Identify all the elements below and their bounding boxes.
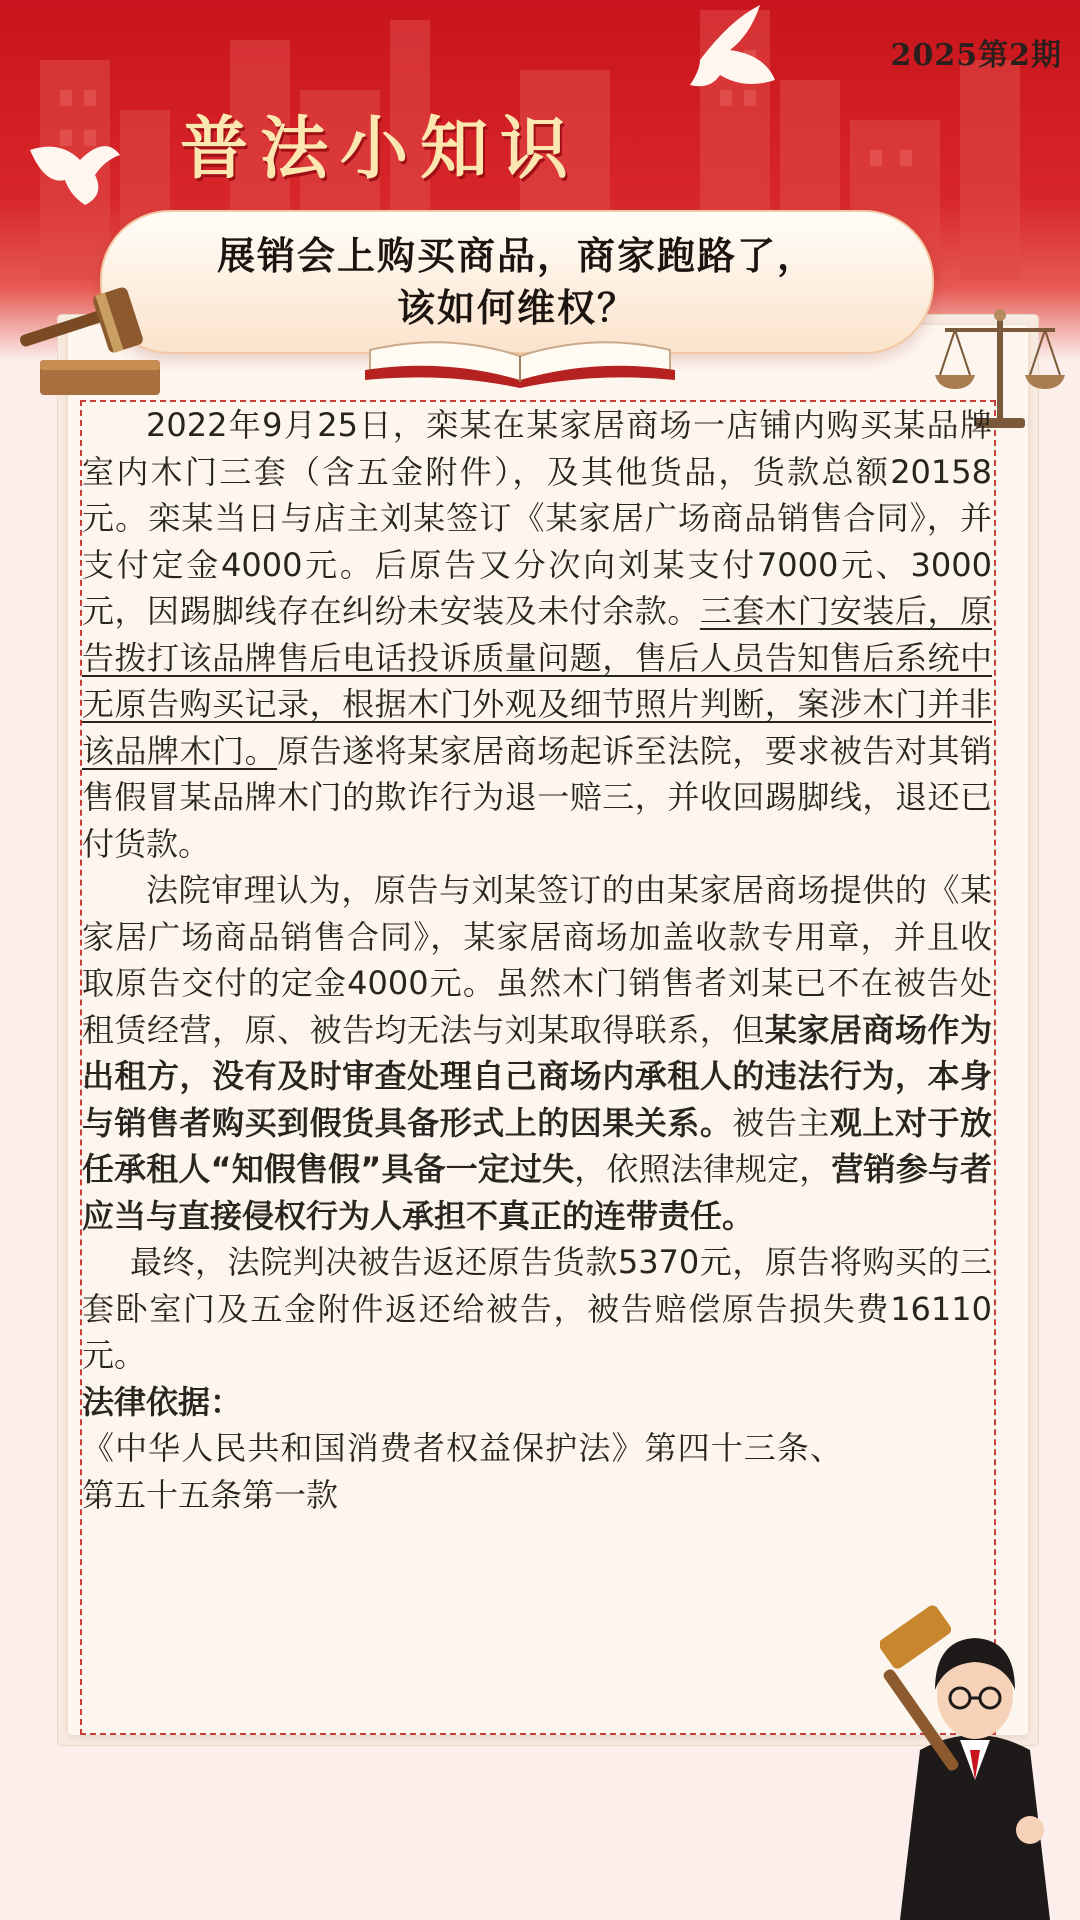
article-body <box>82 402 992 1518</box>
paragraph-2-text-3: ，依照法律规定， <box>574 1150 832 1188</box>
book-icon <box>360 330 680 390</box>
paragraph-1 <box>82 402 992 867</box>
paragraph-1-text: 2022年9月25日，栾某在某家居商场一店铺内购买某品牌室内木门三套（含五金附件），及其他货品，货款总额20158元。栾某当日与店主刘某签订《某家居广场商品销售合同》，并支付定金4000元。后原告又分次向刘某支付7000元、3000元，因踢脚线存在纠纷未安装及未付余款。 <box>82 406 992 630</box>
paragraph-1-underlined: 三套木门安装后，原告拨打该品牌售后电话投诉质量问题，售后人员告知售后系统中无原告购买记录，根据木门外观及细节照片判断，案涉木门并非该品牌木门。 <box>82 592 992 770</box>
paragraph-3: 最终，法院判决被告返还原告货款5370元，原告将购买的三套卧室门及五金附件返还给被告，被告赔偿原告损失费16110元。 <box>82 1243 992 1374</box>
law-basis-text: 《中华人民共和国消费者权益保护法》第四十三条、第五十五条第一款 <box>82 1429 842 1514</box>
issue-number: 2025第2期 <box>890 38 1062 73</box>
judge-illustration <box>880 1600 1070 1920</box>
paragraph-2 <box>82 867 992 1239</box>
brand-title: 普法小知识 <box>180 109 581 189</box>
gavel-icon <box>10 280 170 410</box>
title-line-2: 该如何维权？ <box>396 286 637 330</box>
title-line-1: 展销会上购买商品，商家跑路了， <box>216 234 817 278</box>
paragraph-1-text-end: 原告遂将某家居商场起诉至法院，要求被告对其销售假冒某品牌木门的欺诈行为退一赔三，并收回踢脚线，退还已付货款。 <box>82 731 992 863</box>
paragraph-2-text: 法院审理认为，原告与刘某签订的由某家居商场提供的《某家居广场商品销售合同》，某家居商场加盖收款专用章，并且收取原告交付的定金4000元。虽然木门销售者刘某已不在被告处租赁经营，原、被告均无法与刘某取得联系，但 <box>82 871 992 1049</box>
law-basis-label: 法律依据： <box>82 1382 243 1421</box>
paragraph-2-text-2: 被告主 <box>732 1103 830 1142</box>
paragraph-2-bold-1: 某家居商场作为出租方，没有及时审查处理自己商场内承租人的违法行为，本身与销售者购买到假货具备形式上的因果关系。 <box>82 1010 992 1142</box>
paragraph-2-bold-3: 营销参与者应当与直接侵权行为人承担不真正的连带责任。 <box>82 1150 992 1235</box>
paragraph-2-bold-2: 观上对于放任承租人“知假售假”具备一定过失 <box>82 1103 992 1188</box>
